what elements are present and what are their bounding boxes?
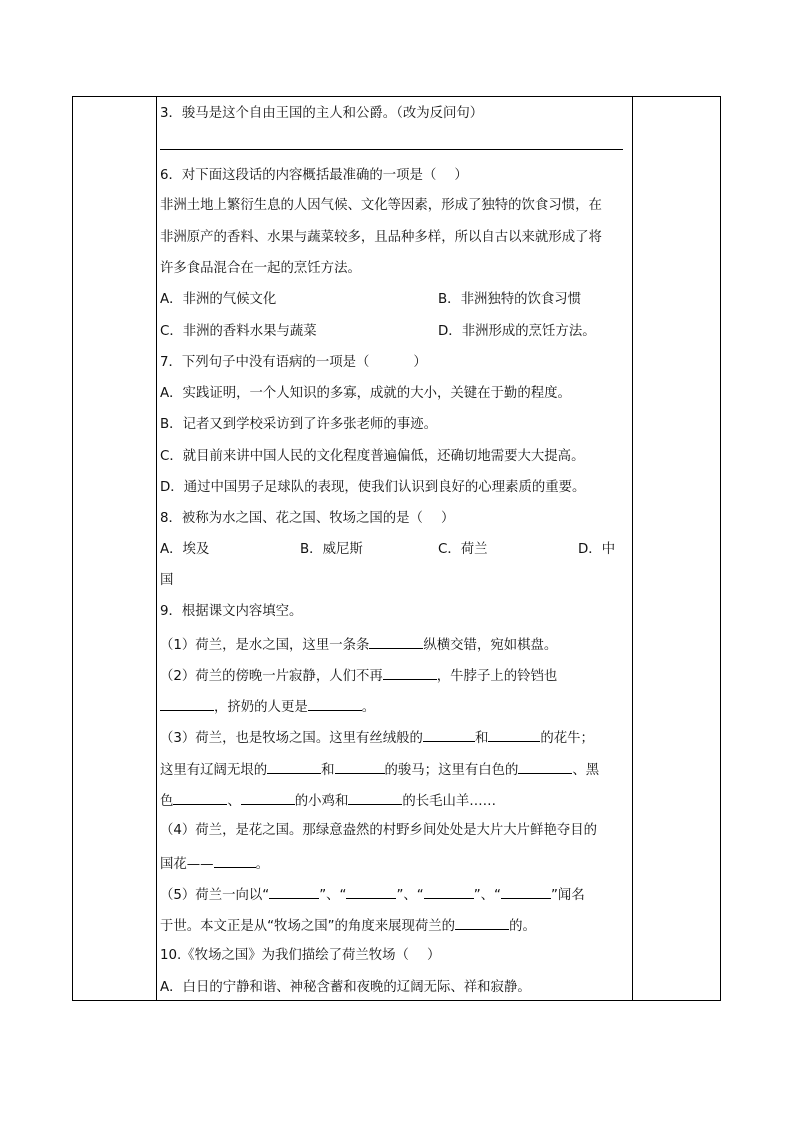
- fill-blank[interactable]: [424, 884, 474, 899]
- left-column-divider: [156, 97, 157, 1000]
- q9-item-2: （2）荷兰的傍晚一片寂静，人们不再 ，牛脖子上的铃铛也: [160, 665, 557, 687]
- q7-option-d: D．通过中国男子足球队的表现，使我们认识到良好的心理素质的重要。: [160, 480, 586, 495]
- q3-answer-line: [160, 149, 623, 150]
- q10-option-a: A．白日的宁静和谐、神秘含蓄和夜晚的辽阔无际、祥和寂静。: [160, 980, 531, 995]
- fill-blank[interactable]: [383, 665, 437, 680]
- fill-blank[interactable]: [214, 853, 256, 868]
- q8-option-d-wrap: 国: [160, 573, 174, 588]
- q6-option-a: A．非洲的气候文化: [160, 292, 277, 307]
- q9-stem: 9．根据课文内容填空。: [160, 604, 303, 619]
- q9-item-1: （1）荷兰，是水之国，这里一条条 纵横交错，宛如棋盘。: [160, 634, 557, 656]
- fill-blank[interactable]: [346, 884, 396, 899]
- q6-option-c: C．非洲的香料水果与蔬菜: [160, 324, 317, 339]
- q10-stem: 10.《牧场之国》为我们描绘了荷兰牧场（ ）: [160, 948, 441, 963]
- fill-blank[interactable]: [267, 759, 321, 774]
- q7-option-a: A．实践证明，一个人知识的多寡，成就的大小，关键在于勤的程度。: [160, 386, 571, 401]
- q9-item-3: （3）荷兰，也是牧场之国。这里有丝绒般的 和 的花牛；: [160, 727, 594, 749]
- q7-option-c: C．就目前来讲中国人民的文化程度普遍偏低，还确切地需要大大提高。: [160, 449, 585, 464]
- fill-blank[interactable]: [160, 696, 214, 711]
- fill-blank[interactable]: [369, 634, 423, 649]
- fill-blank[interactable]: [335, 759, 385, 774]
- q9-item-2-cont: ，挤奶的人更是 。: [160, 696, 375, 718]
- q6-passage-line: 非洲原产的香料、水果与蔬菜较多，且品种多样，所以自古以来就形成了将: [160, 230, 602, 245]
- q9-item-4: （4）荷兰，是花之国。那绿意盎然的村野乡间处处是大片大片鲜艳夺目的: [160, 823, 598, 838]
- q9-item-5-cont: 于世。本文正是从“牧场之国”的角度来展现荷兰的 的。: [160, 915, 536, 937]
- q6-option-d: D．非洲形成的烹饪方法。: [438, 324, 596, 339]
- q9-item-5: （5）荷兰一向以“ ”、“ ”、“ ”、“ ”闻名: [160, 884, 585, 906]
- q6-passage-line: 非洲土地上繁衍生息的人因气候、文化等因素，形成了独特的饮食习惯，在: [160, 198, 602, 213]
- q8-option-c: C．荷兰: [438, 542, 488, 557]
- q6-option-b: B．非洲独特的饮食习惯: [438, 292, 582, 307]
- fill-blank[interactable]: [269, 884, 319, 899]
- fill-blank[interactable]: [501, 884, 551, 899]
- fill-blank[interactable]: [455, 915, 509, 930]
- q9-item-3-cont: 这里有辽阔无垠的 和 的骏马；这里有白色的 、黑: [160, 759, 599, 781]
- q9-item-3-cont: 色 、 的小鸡和 的长毛山羊……: [160, 790, 496, 812]
- q8-option-b: B．威尼斯: [300, 542, 363, 557]
- right-column-divider: [632, 97, 633, 1000]
- fill-blank[interactable]: [518, 759, 572, 774]
- q8-option-a: A．埃及: [160, 542, 210, 557]
- q7-stem: 7．下列句子中没有语病的一项是（ ）: [160, 355, 427, 370]
- fill-blank[interactable]: [488, 727, 540, 742]
- fill-blank[interactable]: [173, 790, 227, 805]
- fill-blank[interactable]: [348, 790, 402, 805]
- q9-item-4-cont: 国花—— 。: [160, 853, 269, 875]
- q6-stem: 6．对下面这段话的内容概括最准确的一项是（ ）: [160, 168, 468, 183]
- q6-passage-line: 许多食品混合在一起的烹饪方法。: [160, 261, 361, 276]
- fill-blank[interactable]: [241, 790, 295, 805]
- q7-option-b: B．记者又到学校采访到了许多张老师的事迹。: [160, 417, 437, 432]
- q8-option-d: D．中: [578, 542, 616, 557]
- q8-stem: 8．被称为水之国、花之国、牧场之国的是（ ）: [160, 511, 455, 526]
- fill-blank[interactable]: [423, 727, 475, 742]
- fill-blank[interactable]: [308, 696, 362, 711]
- q3-text: 3．骏马是这个自由王国的主人和公爵。（改为反问句）: [160, 106, 484, 121]
